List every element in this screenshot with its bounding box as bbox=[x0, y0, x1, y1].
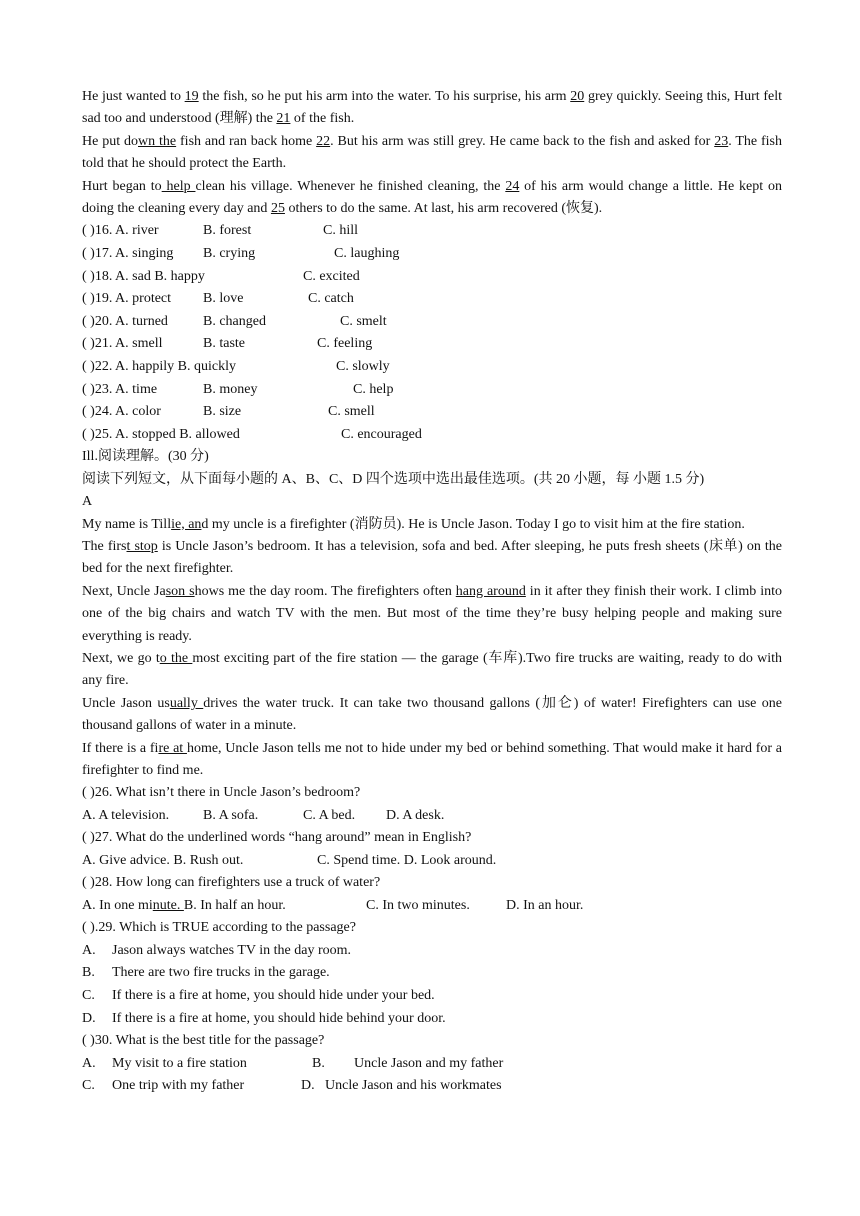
option: C. A bed. bbox=[303, 807, 356, 823]
option: D. A desk. bbox=[386, 807, 445, 823]
question-27: ( )27. What do the underlined words “hang around” mean in English? bbox=[82, 830, 472, 846]
question-row: ( )16. A. river B. forest C. hill bbox=[82, 223, 359, 239]
option: Uncle Jason and his workmates bbox=[325, 1078, 502, 1094]
question-26-options bbox=[82, 805, 782, 828]
question-30-options bbox=[82, 1053, 782, 1076]
question-30: ( )30. What is the best title for the passage? bbox=[82, 1033, 325, 1049]
option: B. bbox=[312, 1055, 325, 1071]
option: C. Spend time. D. Look around. bbox=[317, 852, 497, 868]
option: D. If there is a fire at home, you should hide behind your door. bbox=[82, 1010, 446, 1026]
option: A. Jason always watches TV in the day room. bbox=[82, 942, 351, 958]
question-27-options bbox=[82, 850, 782, 873]
blank-25: 25 bbox=[270, 201, 285, 217]
reading-paragraph-2: The first stop is Uncle Jason’s bedroom. It has a television, sofa and bed. After sleeping, he puts fresh sheets (床单) on the bed for the next firefighter. bbox=[82, 539, 782, 577]
blank-23: 23 bbox=[714, 133, 729, 149]
question-row: ( )22. A. happily B. quickly C. slowly bbox=[82, 359, 390, 374]
cloze-paragraph-3: Hurt began to help clean his village. Whenever he finished cleaning, the 24 of his arm would change a little. He kept on doing the cleaning every day and 25 others to do the same. At last, his arm recovered (恢复). bbox=[82, 178, 782, 217]
question-28: ( )28. How long can firefighters use a truck of water? bbox=[82, 875, 381, 891]
reading-paragraph-4: Next, we go to the most exciting part of the fire station — the garage (车库).Two fire trucks are waiting, ready to do with any fire. bbox=[82, 651, 782, 689]
option: Uncle Jason and my father bbox=[354, 1055, 504, 1071]
question-row: ( )21. A. smell B. taste C. feeling bbox=[82, 336, 373, 352]
option: C. bbox=[82, 1078, 95, 1094]
question-row: ( )17. A. singing B. crying C. laughing bbox=[82, 246, 400, 262]
question-26: ( )26. What isn’t there in Uncle Jason’s bedroom? bbox=[82, 785, 361, 801]
option: D. In an hour. bbox=[506, 897, 584, 913]
cloze-paragraph-2: He put down the fish and ran back home 22. But his arm was still grey. He came back to the fish and asked for 23. The fish told that he should protect the Earth. bbox=[82, 133, 783, 172]
question-row: ( )23. A. time B. money C. help bbox=[82, 381, 394, 397]
question-row: ( )19. A. protect B. love C. catch bbox=[82, 291, 354, 307]
reading-paragraph-1: My name is Tillie, and my uncle is a firefighter (消防员). He is Uncle Jason. Today I go to visit him at the fire station. bbox=[82, 516, 745, 532]
blank-19: 19 bbox=[184, 89, 199, 104]
option: B. There are two fire trucks in the garage. bbox=[82, 965, 330, 981]
option: My visit to a fire station bbox=[112, 1055, 247, 1071]
cloze-question-list bbox=[82, 220, 782, 446]
reading-paragraph-6: If there is a fire at home, Uncle Jason tells me not to hide under my bed or behind something. That would make it hard for a firefighter to find me. bbox=[82, 740, 782, 779]
option: A. In one minute. B. In half an hour. bbox=[82, 897, 286, 913]
option: C. In two minutes. bbox=[366, 897, 470, 913]
question-row: ( )18. A. sad B. happy C. excited bbox=[82, 268, 360, 284]
cloze-paragraph-1: He just wanted to 19 the fish, so he put his arm into the water. To his surprise, his arm 20 grey quickly. Seeing this, Hurt felt sad too and understood (理解) the 21 of the fish. bbox=[82, 89, 783, 127]
underlined-phrase: hang around bbox=[455, 583, 526, 599]
section-instruction: 阅读下列短文，从下面每小题的 A、B、C、D 四个选项中选出最佳选项。(共 20 小题，每 小题 1.5 分) bbox=[82, 471, 705, 487]
option: A. Give advice. B. Rush out. bbox=[82, 852, 244, 868]
blank-24: 24 bbox=[505, 178, 520, 194]
question-row: ( )24. A. color B. size C. smell bbox=[82, 404, 375, 420]
option: D. bbox=[301, 1078, 315, 1094]
blank-20: 20 bbox=[570, 89, 585, 104]
question-row: ( )25. A. stopped B. allowed C. encouraged bbox=[82, 426, 422, 442]
blank-21: 21 bbox=[276, 111, 291, 127]
question-30-options bbox=[82, 1075, 782, 1098]
question-29: ( ).29. Which is TRUE according to the passage? bbox=[82, 920, 356, 936]
blank-22: 22 bbox=[316, 133, 331, 149]
option: One trip with my father bbox=[112, 1078, 245, 1094]
question-row: ( )20. A. turned B. changed C. smelt bbox=[82, 313, 387, 329]
reading-paragraph-5: Uncle Jason usually drives the water truck. It can take two thousand gallons (加仑) of water! Firefighters can use one thousand gallons of water in a minute. bbox=[82, 695, 782, 734]
option: C. If there is a fire at home, you should hide under your bed. bbox=[82, 988, 435, 1004]
option: A. bbox=[82, 1055, 96, 1071]
option: B. A sofa. bbox=[203, 807, 259, 823]
reading-paragraph-3: Next, Uncle Jason shows me the day room. The firefighters often hang around in it after they finish their work. I climb into one of the big chairs and watch TV with the men. But most of the time they’re busy helping people and making sure everything is ready. bbox=[82, 583, 782, 644]
section-heading: Ill.阅读理解。(30 分) bbox=[82, 449, 209, 465]
option: A. A television. bbox=[82, 807, 170, 823]
part-label: A bbox=[82, 494, 93, 510]
question-28-options bbox=[82, 895, 782, 918]
exam-page bbox=[82, 86, 782, 1098]
